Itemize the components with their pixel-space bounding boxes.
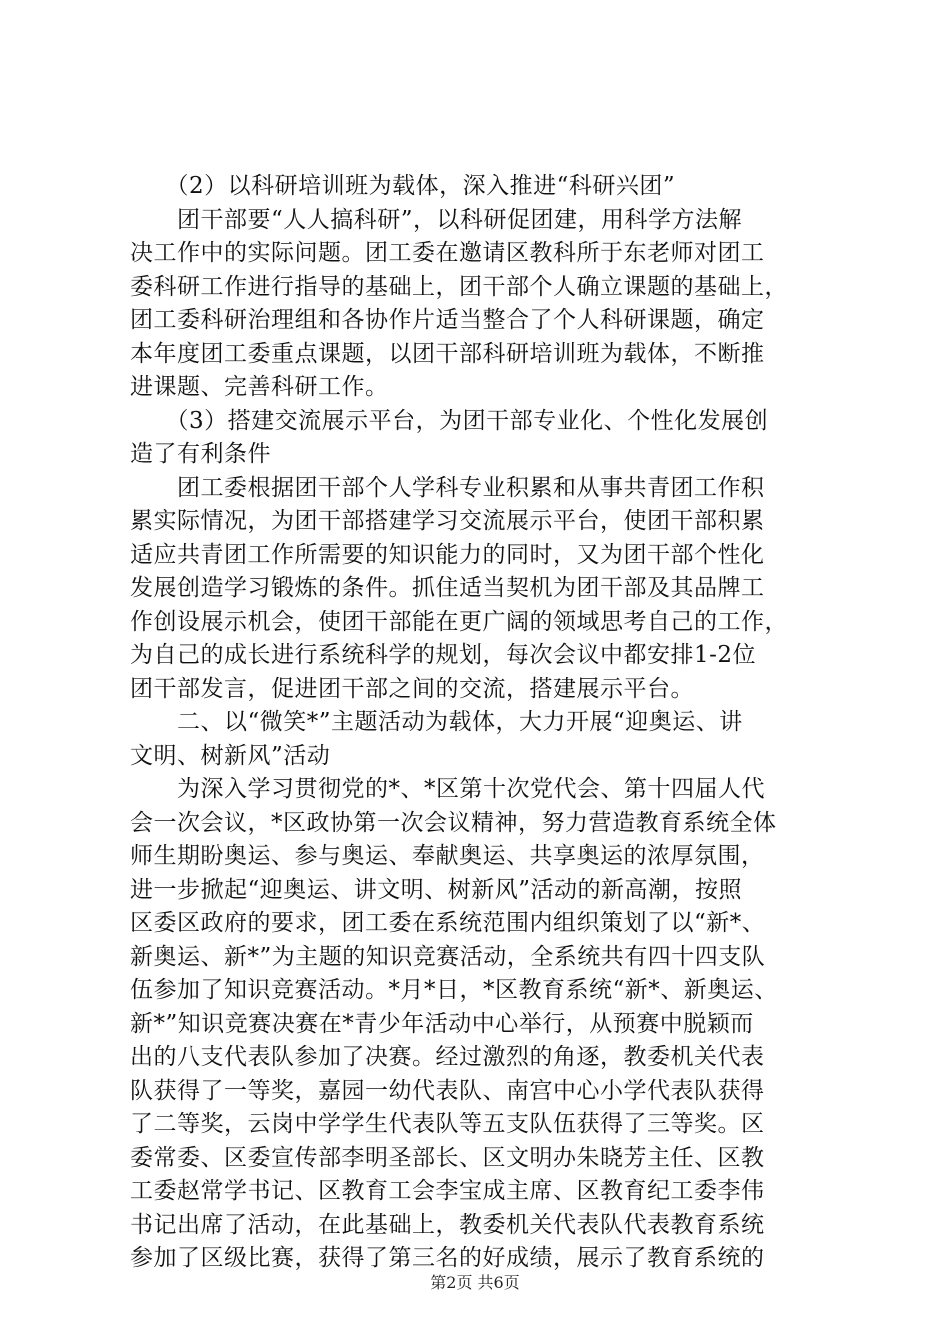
text-line: 工委赵常学书记、区教育工会李宝成主席、区教育纪工委李伟 xyxy=(130,1178,765,1204)
text-line: 委常委、区委宣传部李明圣部长、区文明办朱晓芳主任、区教 xyxy=(130,1144,765,1171)
text-line: 队获得了一等奖，嘉园一幼代表队、南宫中心小学代表队获得 xyxy=(130,1077,765,1104)
text-line: 了二等奖，云岗中学学生代表队等五支队伍获得了三等奖。区 xyxy=(130,1111,765,1137)
text-line: 进一步掀起“迎奥运、讲文明、树新风”活动的新高潮，按照 xyxy=(130,876,743,903)
text-line: 区委区政府的要求，团工委在系统范围内组织策划了以“新*、 xyxy=(130,910,766,936)
text-line: 团干部发言，促进团干部之间的交流，搭建展示平台。 xyxy=(130,675,694,702)
text-line: （3）搭建交流展示平台，为团干部专业化、个性化发展创 xyxy=(130,407,769,434)
page-number-label: 第2页 共6页 xyxy=(430,1273,520,1292)
text-line: 发展创造学习锻炼的条件。抓住适当契机为团干部及其品牌工 xyxy=(130,575,765,601)
text-line: 新*”知识竞赛决赛在*青少年活动中心举行，从预赛中脱颖而 xyxy=(130,1010,754,1037)
text-line: 造了有利条件 xyxy=(130,441,271,467)
text-line: 适应共青团工作所需要的知识能力的同时，又为团干部个性化 xyxy=(130,541,765,568)
text-line: 委科研工作进行指导的基础上，团干部个人确立课题的基础上， xyxy=(130,273,788,300)
text-line: 为自己的成长进行系统科学的规划，每次会议中都安排1-2位 xyxy=(130,642,757,668)
document-body xyxy=(130,170,836,1276)
text-line: 本年度团工委重点课题，以团干部科研培训班为载体，不断推 xyxy=(130,340,765,367)
text-line: 累实际情况，为团干部搭建学习交流展示平台，使团干部积累 xyxy=(130,508,765,534)
text-line: 会一次会议，*区政协第一次会议精神，努力营造教育系统全体 xyxy=(130,809,777,836)
text-line: 文明、树新风”活动 xyxy=(130,742,331,769)
text-line: 进课题、完善科研工作。 xyxy=(130,374,389,400)
text-line: 参加了区级比赛，获得了第三名的好成绩，展示了教育系统的 xyxy=(130,1245,765,1271)
page-footer xyxy=(0,1270,950,1293)
text-line: 团工委科研治理组和各协作片适当整合了个人科研课题，确定 xyxy=(130,307,765,333)
text-line: 作创设展示机会，使团干部能在更广阔的领域思考自己的工作， xyxy=(130,608,788,635)
text-line: 师生期盼奥运、参与奥运、奉献奥运、共享奥运的浓厚氛围， xyxy=(130,843,765,869)
text-line: 决工作中的实际问题。团工委在邀请区教科所于东老师对团工 xyxy=(130,240,765,266)
text-line: （2）以科研培训班为载体，深入推进“科研兴团” xyxy=(130,173,676,199)
text-line: 为深入学习贯彻党的*、*区第十次党代会、第十四届人代 xyxy=(130,776,765,802)
text-line: 团干部要“人人搞科研”，以科研促团建，用科学方法解 xyxy=(130,206,743,233)
text-line: 出的八支代表队参加了决赛。经过激烈的角逐，教委机关代表 xyxy=(130,1044,765,1070)
text-line: 团工委根据团干部个人学科专业积累和从事共青团工作积 xyxy=(130,474,765,501)
text-line: 二、以“微笑*”主题活动为载体，大力开展“迎奥运、讲 xyxy=(130,709,743,735)
text-line: 书记出席了活动，在此基础上，教委机关代表队代表教育系统 xyxy=(130,1211,765,1238)
text-line: 新奥运、新*”为主题的知识竞赛活动，全系统共有四十四支队 xyxy=(130,943,766,970)
text-line: 伍参加了知识竞赛活动。*月*日，*区教育系统“新*、新奥运、 xyxy=(130,977,778,1003)
